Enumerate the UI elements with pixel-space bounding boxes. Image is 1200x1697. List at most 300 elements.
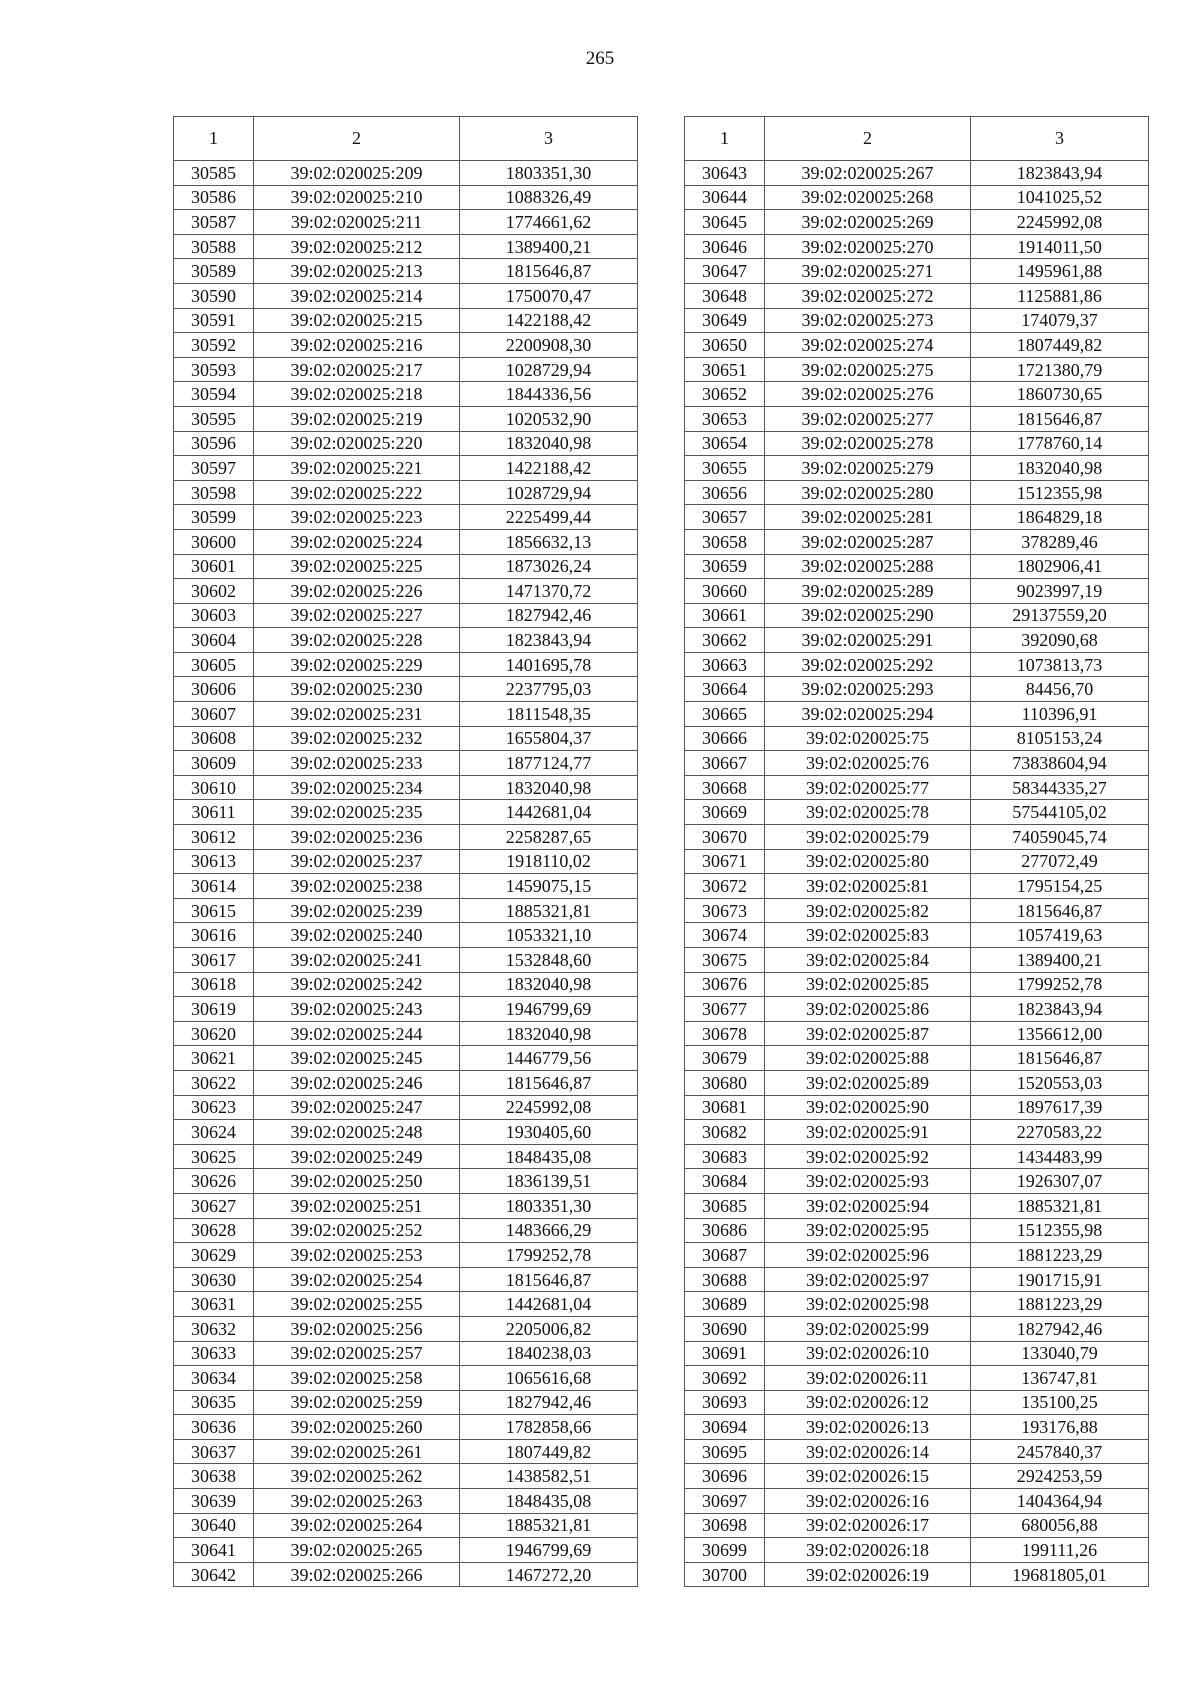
value-cell: 1832040,98	[971, 456, 1149, 481]
cadastral-number-cell: 39:02:020026:13	[765, 1415, 971, 1440]
row-number-cell: 30668	[685, 775, 765, 800]
cadastral-number-cell: 39:02:020025:251	[254, 1193, 460, 1218]
cadastral-number-cell: 39:02:020025:279	[765, 456, 971, 481]
table-row	[685, 628, 1149, 653]
value-cell: 1848435,08	[460, 1144, 638, 1169]
row-number-cell: 30607	[174, 702, 254, 727]
value-cell: 1827942,46	[460, 603, 638, 628]
row-number-cell: 30647	[685, 259, 765, 284]
cadastral-number-cell: 39:02:020025:240	[254, 923, 460, 948]
table-row	[685, 677, 1149, 702]
row-number-cell: 30610	[174, 775, 254, 800]
table-row	[685, 825, 1149, 850]
cadastral-number-cell: 39:02:020025:248	[254, 1120, 460, 1145]
row-number-cell: 30662	[685, 628, 765, 653]
value-cell: 1512355,98	[971, 480, 1149, 505]
table-row	[174, 1341, 638, 1366]
table-row	[685, 210, 1149, 235]
value-cell: 1881223,29	[971, 1243, 1149, 1268]
value-cell: 1873026,24	[460, 554, 638, 579]
value-cell: 1422188,42	[460, 456, 638, 481]
row-number-cell: 30598	[174, 480, 254, 505]
row-number-cell: 30621	[174, 1046, 254, 1071]
value-cell: 1125881,86	[971, 283, 1149, 308]
cadastral-number-cell: 39:02:020025:242	[254, 972, 460, 997]
cadastral-number-cell: 39:02:020025:230	[254, 677, 460, 702]
row-number-cell: 30658	[685, 529, 765, 554]
cadastral-number-cell: 39:02:020025:92	[765, 1144, 971, 1169]
table-row	[685, 308, 1149, 333]
value-cell: 1827942,46	[460, 1390, 638, 1415]
cadastral-number-cell: 39:02:020025:222	[254, 480, 460, 505]
cadastral-number-cell: 39:02:020025:91	[765, 1120, 971, 1145]
value-cell: 1028729,94	[460, 480, 638, 505]
value-cell: 1721380,79	[971, 357, 1149, 382]
value-cell: 57544105,02	[971, 800, 1149, 825]
table-row	[174, 259, 638, 284]
row-number-cell: 30649	[685, 308, 765, 333]
table-row	[685, 1415, 1149, 1440]
value-cell: 1860730,65	[971, 382, 1149, 407]
cadastral-number-cell: 39:02:020025:261	[254, 1439, 460, 1464]
value-cell: 1885321,81	[971, 1193, 1149, 1218]
value-cell: 1088326,49	[460, 185, 638, 210]
cadastral-number-cell: 39:02:020025:80	[765, 849, 971, 874]
cadastral-number-cell: 39:02:020025:97	[765, 1267, 971, 1292]
table-row	[685, 1218, 1149, 1243]
cadastral-number-cell: 39:02:020025:256	[254, 1316, 460, 1341]
table-row	[685, 406, 1149, 431]
table-row	[685, 357, 1149, 382]
cadastral-number-cell: 39:02:020025:258	[254, 1366, 460, 1391]
table-row	[174, 1316, 638, 1341]
table-row	[685, 1021, 1149, 1046]
table-row	[174, 898, 638, 923]
value-cell: 1823843,94	[971, 161, 1149, 186]
cadastral-number-cell: 39:02:020025:221	[254, 456, 460, 481]
header-row	[174, 117, 638, 161]
table-row	[685, 1243, 1149, 1268]
row-number-cell: 30688	[685, 1267, 765, 1292]
cadastral-number-cell: 39:02:020025:82	[765, 898, 971, 923]
value-cell: 1803351,30	[460, 1193, 638, 1218]
cadastral-number-cell: 39:02:020025:262	[254, 1464, 460, 1489]
value-cell: 1815646,87	[460, 259, 638, 284]
cadastral-number-cell: 39:02:020025:271	[765, 259, 971, 284]
row-number-cell: 30619	[174, 997, 254, 1022]
table-row	[174, 948, 638, 973]
cadastral-number-cell: 39:02:020025:269	[765, 210, 971, 235]
row-number-cell: 30655	[685, 456, 765, 481]
value-cell: 29137559,20	[971, 603, 1149, 628]
table-row	[174, 308, 638, 333]
value-cell: 2270583,22	[971, 1120, 1149, 1145]
row-number-cell: 30586	[174, 185, 254, 210]
cadastral-number-cell: 39:02:020026:16	[765, 1489, 971, 1514]
table-row	[174, 480, 638, 505]
table-row	[685, 480, 1149, 505]
value-cell: 1512355,98	[971, 1218, 1149, 1243]
cadastral-number-cell: 39:02:020025:246	[254, 1070, 460, 1095]
value-cell: 2245992,08	[971, 210, 1149, 235]
value-cell: 1815646,87	[971, 898, 1149, 923]
cadastral-number-cell: 39:02:020025:99	[765, 1316, 971, 1341]
row-number-cell: 30629	[174, 1243, 254, 1268]
table-row	[685, 185, 1149, 210]
table-row	[174, 775, 638, 800]
table-row	[685, 161, 1149, 186]
cadastral-number-cell: 39:02:020025:226	[254, 579, 460, 604]
cadastral-number-cell: 39:02:020025:210	[254, 185, 460, 210]
value-cell: 1946799,69	[460, 1538, 638, 1563]
cadastral-number-cell: 39:02:020025:93	[765, 1169, 971, 1194]
value-cell: 378289,46	[971, 529, 1149, 554]
value-cell: 136747,81	[971, 1366, 1149, 1391]
row-number-cell: 30694	[685, 1415, 765, 1440]
value-cell: 1028729,94	[460, 357, 638, 382]
cadastral-number-cell: 39:02:020025:86	[765, 997, 971, 1022]
value-cell: 2200908,30	[460, 333, 638, 358]
table-row	[174, 554, 638, 579]
value-cell: 135100,25	[971, 1390, 1149, 1415]
cadastral-number-cell: 39:02:020025:211	[254, 210, 460, 235]
cadastral-number-cell: 39:02:020025:88	[765, 1046, 971, 1071]
cadastral-number-cell: 39:02:020025:241	[254, 948, 460, 973]
table-row	[685, 751, 1149, 776]
row-number-cell: 30623	[174, 1095, 254, 1120]
cadastral-number-cell: 39:02:020025:78	[765, 800, 971, 825]
value-cell: 1750070,47	[460, 283, 638, 308]
cadastral-number-cell: 39:02:020025:250	[254, 1169, 460, 1194]
table-row	[685, 1538, 1149, 1563]
value-cell: 1827942,46	[971, 1316, 1149, 1341]
cadastral-number-cell: 39:02:020025:290	[765, 603, 971, 628]
table-row	[174, 1538, 638, 1563]
table-row	[174, 800, 638, 825]
cadastral-number-cell: 39:02:020025:273	[765, 308, 971, 333]
cadastral-number-cell: 39:02:020025:252	[254, 1218, 460, 1243]
value-cell: 1495961,88	[971, 259, 1149, 284]
value-cell: 1803351,30	[460, 161, 638, 186]
row-number-cell: 30622	[174, 1070, 254, 1095]
value-cell: 1848435,08	[460, 1489, 638, 1514]
table-row	[685, 652, 1149, 677]
cadastral-number-cell: 39:02:020025:235	[254, 800, 460, 825]
table-row	[685, 800, 1149, 825]
table-row	[685, 382, 1149, 407]
cadastral-number-cell: 39:02:020026:12	[765, 1390, 971, 1415]
table-row	[685, 1193, 1149, 1218]
table-row	[685, 972, 1149, 997]
value-cell: 1799252,78	[971, 972, 1149, 997]
cadastral-number-cell: 39:02:020025:239	[254, 898, 460, 923]
table-row	[685, 1267, 1149, 1292]
table-row	[685, 603, 1149, 628]
table-row	[174, 652, 638, 677]
value-cell: 193176,88	[971, 1415, 1149, 1440]
value-cell: 1864829,18	[971, 505, 1149, 530]
row-number-cell: 30684	[685, 1169, 765, 1194]
row-number-cell: 30677	[685, 997, 765, 1022]
table-row	[174, 874, 638, 899]
cadastral-number-cell: 39:02:020026:19	[765, 1562, 971, 1587]
table-row	[174, 579, 638, 604]
value-cell: 1065616,68	[460, 1366, 638, 1391]
value-cell: 1389400,21	[971, 948, 1149, 973]
value-cell: 1655804,37	[460, 726, 638, 751]
cadastral-number-cell: 39:02:020025:276	[765, 382, 971, 407]
value-cell: 2924253,59	[971, 1464, 1149, 1489]
row-number-cell: 30632	[174, 1316, 254, 1341]
row-number-cell: 30638	[174, 1464, 254, 1489]
row-number-cell: 30670	[685, 825, 765, 850]
cadastral-number-cell: 39:02:020025:278	[765, 431, 971, 456]
table-row	[174, 1120, 638, 1145]
cadastral-number-cell: 39:02:020025:291	[765, 628, 971, 653]
row-number-cell: 30639	[174, 1489, 254, 1514]
table-row	[174, 456, 638, 481]
table-row	[174, 161, 638, 186]
row-number-cell: 30635	[174, 1390, 254, 1415]
value-cell: 1389400,21	[460, 234, 638, 259]
value-cell: 680056,88	[971, 1513, 1149, 1538]
row-number-cell: 30646	[685, 234, 765, 259]
cadastral-number-cell: 39:02:020025:76	[765, 751, 971, 776]
row-number-cell: 30693	[685, 1390, 765, 1415]
row-number-cell: 30650	[685, 333, 765, 358]
cadastral-number-cell: 39:02:020026:15	[765, 1464, 971, 1489]
value-cell: 392090,68	[971, 628, 1149, 653]
table-row	[174, 210, 638, 235]
cadastral-number-cell: 39:02:020025:267	[765, 161, 971, 186]
row-number-cell: 30585	[174, 161, 254, 186]
cadastral-number-cell: 39:02:020025:275	[765, 357, 971, 382]
table-row	[685, 1390, 1149, 1415]
row-number-cell: 30599	[174, 505, 254, 530]
value-cell: 1434483,99	[971, 1144, 1149, 1169]
value-cell: 1020532,90	[460, 406, 638, 431]
row-number-cell: 30682	[685, 1120, 765, 1145]
table-row	[174, 1218, 638, 1243]
cadastral-number-cell: 39:02:020025:227	[254, 603, 460, 628]
table-row	[685, 775, 1149, 800]
cadastral-number-cell: 39:02:020025:288	[765, 554, 971, 579]
row-number-cell: 30698	[685, 1513, 765, 1538]
cadastral-number-cell: 39:02:020025:237	[254, 849, 460, 874]
row-number-cell: 30605	[174, 652, 254, 677]
row-number-cell: 30597	[174, 456, 254, 481]
value-cell: 1840238,03	[460, 1341, 638, 1366]
value-cell: 1832040,98	[460, 775, 638, 800]
cadastral-number-cell: 39:02:020025:98	[765, 1292, 971, 1317]
value-cell: 1918110,02	[460, 849, 638, 874]
cadastral-number-cell: 39:02:020025:224	[254, 529, 460, 554]
table-row	[685, 259, 1149, 284]
cadastral-number-cell: 39:02:020025:236	[254, 825, 460, 850]
row-number-cell: 30665	[685, 702, 765, 727]
row-number-cell: 30674	[685, 923, 765, 948]
cadastral-number-cell: 39:02:020025:232	[254, 726, 460, 751]
table-row	[685, 1046, 1149, 1071]
value-cell: 1532848,60	[460, 948, 638, 973]
table-row	[174, 1390, 638, 1415]
row-number-cell: 30653	[685, 406, 765, 431]
cadastral-number-cell: 39:02:020025:214	[254, 283, 460, 308]
row-number-cell: 30627	[174, 1193, 254, 1218]
value-cell: 1815646,87	[460, 1267, 638, 1292]
table-row	[685, 1513, 1149, 1538]
cadastral-number-cell: 39:02:020025:229	[254, 652, 460, 677]
row-number-cell: 30641	[174, 1538, 254, 1563]
row-number-cell: 30637	[174, 1439, 254, 1464]
table-row	[174, 333, 638, 358]
cadastral-number-cell: 39:02:020026:17	[765, 1513, 971, 1538]
row-number-cell: 30601	[174, 554, 254, 579]
row-number-cell: 30687	[685, 1243, 765, 1268]
row-number-cell: 30620	[174, 1021, 254, 1046]
header-row	[685, 117, 1149, 161]
cadastral-number-cell: 39:02:020026:11	[765, 1366, 971, 1391]
table-row	[174, 1193, 638, 1218]
value-cell: 1442681,04	[460, 1292, 638, 1317]
page-number: 265	[585, 48, 615, 69]
row-number-cell: 30606	[174, 677, 254, 702]
value-cell: 1483666,29	[460, 1218, 638, 1243]
table-row	[685, 1366, 1149, 1391]
row-number-cell: 30700	[685, 1562, 765, 1587]
table-row	[174, 283, 638, 308]
table-row	[685, 529, 1149, 554]
table-row	[685, 1341, 1149, 1366]
table-row	[685, 1292, 1149, 1317]
value-cell: 1836139,51	[460, 1169, 638, 1194]
row-number-cell: 30636	[174, 1415, 254, 1440]
table-row	[685, 333, 1149, 358]
table-row	[174, 825, 638, 850]
row-number-cell: 30692	[685, 1366, 765, 1391]
table-row	[174, 1021, 638, 1046]
row-number-cell: 30618	[174, 972, 254, 997]
table-row	[174, 1243, 638, 1268]
value-cell: 1471370,72	[460, 579, 638, 604]
row-number-cell: 30614	[174, 874, 254, 899]
table-row	[174, 677, 638, 702]
value-cell: 1877124,77	[460, 751, 638, 776]
row-number-cell: 30588	[174, 234, 254, 259]
table-row	[174, 751, 638, 776]
row-number-cell: 30691	[685, 1341, 765, 1366]
row-number-cell: 30643	[685, 161, 765, 186]
value-cell: 1856632,13	[460, 529, 638, 554]
table-row	[174, 849, 638, 874]
table-row	[685, 1464, 1149, 1489]
cadastral-number-cell: 39:02:020025:259	[254, 1390, 460, 1415]
row-number-cell: 30634	[174, 1366, 254, 1391]
table-row	[685, 1439, 1149, 1464]
row-number-cell: 30633	[174, 1341, 254, 1366]
table-row	[174, 1046, 638, 1071]
cadastral-number-cell: 39:02:020025:94	[765, 1193, 971, 1218]
cadastral-number-cell: 39:02:020025:266	[254, 1562, 460, 1587]
table-row	[685, 1070, 1149, 1095]
table-row	[685, 234, 1149, 259]
cadastral-number-cell: 39:02:020025:209	[254, 161, 460, 186]
table-row	[174, 529, 638, 554]
value-cell: 1520553,03	[971, 1070, 1149, 1095]
value-cell: 1914011,50	[971, 234, 1149, 259]
cadastral-number-cell: 39:02:020025:220	[254, 431, 460, 456]
value-cell: 19681805,01	[971, 1562, 1149, 1587]
value-cell: 2205006,82	[460, 1316, 638, 1341]
value-cell: 1926307,07	[971, 1169, 1149, 1194]
row-number-cell: 30656	[685, 480, 765, 505]
table-row	[174, 357, 638, 382]
value-cell: 2237795,03	[460, 677, 638, 702]
value-cell: 199111,26	[971, 1538, 1149, 1563]
cadastral-number-cell: 39:02:020025:264	[254, 1513, 460, 1538]
table-row	[685, 1562, 1149, 1587]
cadastral-number-cell: 39:02:020025:219	[254, 406, 460, 431]
table-row	[685, 283, 1149, 308]
table-row	[174, 382, 638, 407]
table-row	[685, 1095, 1149, 1120]
table-row	[685, 554, 1149, 579]
cadastral-number-cell: 39:02:020025:231	[254, 702, 460, 727]
row-number-cell: 30631	[174, 1292, 254, 1317]
value-cell: 174079,37	[971, 308, 1149, 333]
table-row	[174, 1464, 638, 1489]
table-row	[685, 1316, 1149, 1341]
row-number-cell: 30587	[174, 210, 254, 235]
table-row	[174, 185, 638, 210]
value-cell: 58344335,27	[971, 775, 1149, 800]
cadastral-number-cell: 39:02:020025:257	[254, 1341, 460, 1366]
cadastral-number-cell: 39:02:020025:84	[765, 948, 971, 973]
table-row	[685, 1120, 1149, 1145]
column-header-3: 3	[971, 117, 1149, 161]
cadastral-number-cell: 39:02:020025:292	[765, 652, 971, 677]
row-number-cell: 30663	[685, 652, 765, 677]
table-row	[685, 431, 1149, 456]
cadastral-number-cell: 39:02:020025:255	[254, 1292, 460, 1317]
cadastral-number-cell: 39:02:020025:280	[765, 480, 971, 505]
cadastral-number-cell: 39:02:020025:274	[765, 333, 971, 358]
value-cell: 1930405,60	[460, 1120, 638, 1145]
row-number-cell: 30615	[174, 898, 254, 923]
table-row	[174, 1267, 638, 1292]
table-row	[685, 1169, 1149, 1194]
left-data-table	[173, 116, 638, 1587]
value-cell: 1844336,56	[460, 382, 638, 407]
value-cell: 1807449,82	[460, 1439, 638, 1464]
row-number-cell: 30680	[685, 1070, 765, 1095]
table-row	[174, 1095, 638, 1120]
value-cell: 1823843,94	[460, 628, 638, 653]
table-row	[174, 1144, 638, 1169]
row-number-cell: 30689	[685, 1292, 765, 1317]
row-number-cell: 30604	[174, 628, 254, 653]
value-cell: 2225499,44	[460, 505, 638, 530]
table-row	[685, 997, 1149, 1022]
value-cell: 74059045,74	[971, 825, 1149, 850]
table-row	[685, 1144, 1149, 1169]
column-header-1: 1	[174, 117, 254, 161]
value-cell: 1823843,94	[971, 997, 1149, 1022]
cadastral-number-cell: 39:02:020025:277	[765, 406, 971, 431]
row-number-cell: 30683	[685, 1144, 765, 1169]
cadastral-number-cell: 39:02:020026:14	[765, 1439, 971, 1464]
value-cell: 1885321,81	[460, 898, 638, 923]
